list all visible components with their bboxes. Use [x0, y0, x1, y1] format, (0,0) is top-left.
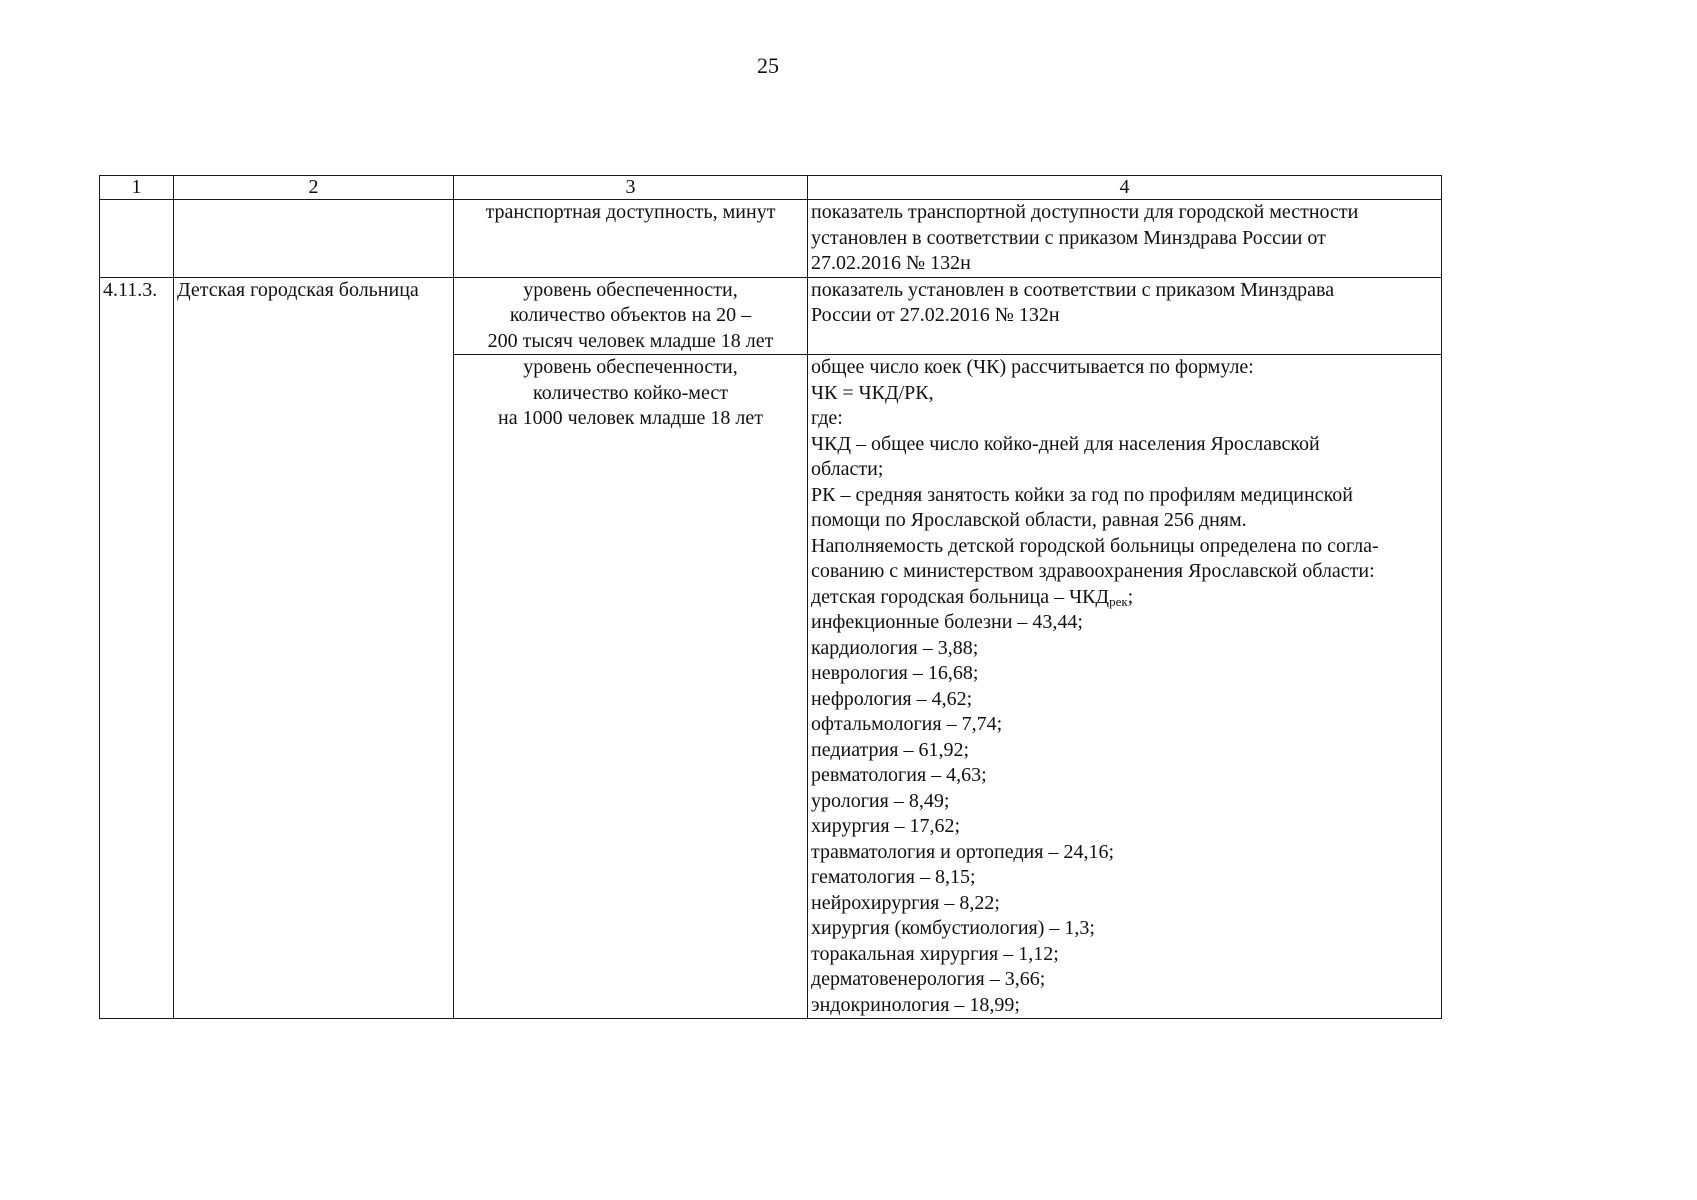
- profile-item: нефрология – 4,62;: [811, 687, 973, 710]
- page-number: 25: [757, 53, 779, 78]
- profile-item: гематология – 8,15;: [811, 866, 976, 888]
- indicator-line: количество койко-мест: [533, 381, 728, 404]
- table-header-row: [100, 176, 1442, 200]
- profile-item: торакальная хирургия – 1,12;: [811, 942, 1059, 965]
- profile-item: кардиология – 3,88;: [811, 636, 979, 659]
- profile-item: офтальмология – 7,74;: [811, 713, 1003, 735]
- profile-item: хирургия – 17,62;: [811, 815, 961, 837]
- note-line: России от 27.02.2016 № 132н: [811, 304, 1060, 326]
- profile-item: педиатрия – 61,92;: [811, 738, 969, 761]
- profile-item: хирургия (комбустиология) – 1,3;: [811, 917, 1095, 939]
- formula-line: общее число коек (ЧК) рассчитывается по формуле:: [811, 356, 1254, 378]
- profile-item: эндокринология – 18,99;: [811, 993, 1020, 1016]
- ckd-line-text: детская городская больница – ЧКД: [811, 585, 1110, 608]
- profile-item: неврология – 16,68;: [811, 662, 979, 684]
- column-number-2: 2: [174, 176, 454, 200]
- cell-facility-name: Детская городская больница: [174, 277, 454, 1019]
- column-number-1: 1: [100, 176, 174, 200]
- indicator-line: на 1000 человек младше 18 лет: [498, 407, 763, 429]
- formula-line: сованию с министерством здравоохранения Ярославской области:: [811, 560, 1375, 582]
- formula-line: помощи по Ярославской области, равная 256 дням.: [811, 509, 1247, 531]
- ckd-line: [811, 585, 1438, 611]
- indicator-line: уровень обеспеченности,: [523, 278, 738, 301]
- note-line: 27.02.2016 № 132н: [811, 252, 971, 274]
- cell-note-transport: [808, 200, 1442, 278]
- cell-code-empty: [100, 200, 174, 278]
- cell-name-empty: [174, 200, 454, 278]
- ckd-subscript: рек: [1109, 593, 1128, 609]
- indicator-line: 200 тысяч человек младше 18 лет: [487, 329, 774, 352]
- formula-line: Наполняемость детской городской больницы определена по согла-: [811, 534, 1379, 557]
- profile-list: [811, 610, 1438, 1018]
- indicator-line: уровень обеспеченности,: [523, 356, 738, 378]
- indicator-line: количество объектов на 20 –: [509, 304, 752, 326]
- profile-item: травматология и ортопедия – 24,16;: [811, 840, 1115, 863]
- formula-line: ЧК = ЧКД/РК,: [811, 381, 934, 404]
- note-line: показатель установлен в соответствии с приказом Минздрава: [811, 278, 1335, 301]
- profile-item: инфекционные болезни – 43,44;: [811, 611, 1083, 633]
- cell-note-beds: [808, 355, 1442, 1019]
- cell-indicator-objects: [454, 277, 808, 355]
- profile-item: урология – 8,49;: [811, 789, 950, 812]
- ckd-line-suffix: ;: [1127, 585, 1134, 608]
- cell-indicator-beds: [454, 355, 808, 1019]
- requirements-table: [99, 175, 1442, 1019]
- profile-item: ревматология – 4,63;: [811, 764, 987, 786]
- cell-code: 4.11.3.: [100, 277, 174, 1019]
- formula-line: области;: [811, 458, 884, 480]
- column-number-4: 4: [808, 176, 1442, 200]
- formula-line: РК – средняя занятость койки за год по профилям медицинской: [811, 483, 1353, 506]
- table-row-objects: [100, 277, 1442, 355]
- cell-note-objects: [808, 277, 1442, 355]
- note-line: показатель транспортной доступности для городской местности: [811, 201, 1359, 223]
- profile-item: нейрохирургия – 8,22;: [811, 891, 1000, 914]
- note-line: установлен в соответствии с приказом Минздрава России от: [811, 226, 1326, 249]
- profile-item: дерматовенерология – 3,66;: [811, 968, 1046, 990]
- formula-line: где:: [811, 407, 843, 429]
- column-number-3: 3: [454, 176, 808, 200]
- table-row-transport: [100, 200, 1442, 278]
- formula-line: ЧКД – общее число койко-дней для населения Ярославской: [811, 432, 1320, 455]
- formula-block: [811, 355, 1438, 585]
- cell-indicator-transport: транспортная доступность, минут: [454, 200, 808, 278]
